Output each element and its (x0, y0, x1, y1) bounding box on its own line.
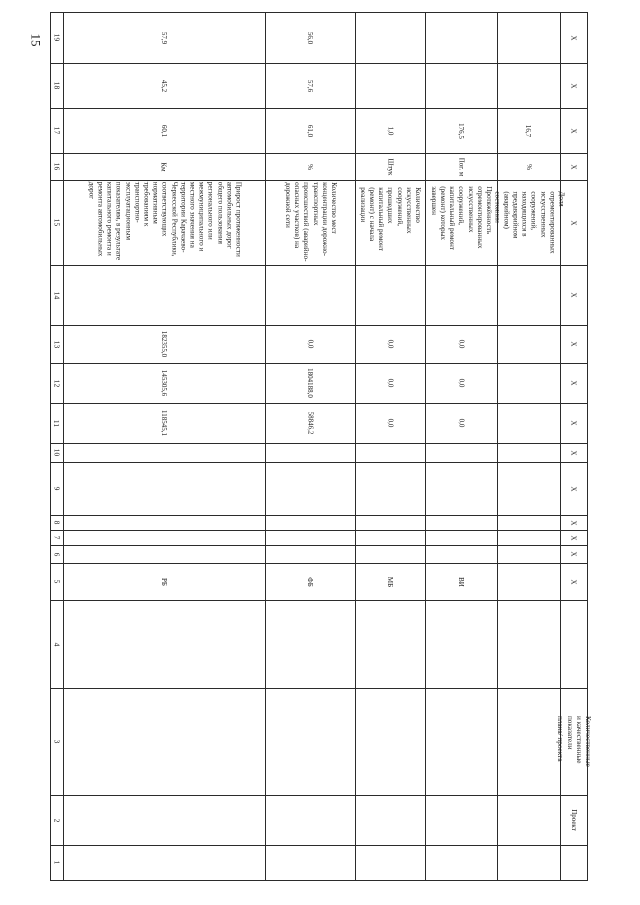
row4-col11 (425, 403, 497, 443)
column-number-6 (50, 545, 63, 563)
column-number-8 (50, 515, 63, 530)
column-number-13-text: 13 (52, 340, 61, 348)
column-number-13 (50, 325, 63, 363)
row4-col5 (425, 563, 497, 600)
row1-col13-text: 182355,0 (160, 330, 168, 358)
column-number-16 (50, 153, 63, 180)
column-divider-line (50, 845, 588, 846)
column-number-5-text: 5 (52, 579, 61, 584)
row2-col17 (265, 108, 355, 153)
column-number-16-text: 16 (52, 162, 61, 171)
row3-col17 (355, 108, 425, 153)
row1-col5 (63, 563, 265, 600)
column-divider-line (50, 265, 588, 266)
total-mark-col8-text: Х (569, 519, 578, 526)
total-mark-col11 (560, 403, 587, 443)
row2-col13-text: 0,0 (306, 339, 314, 349)
column-number-3-text: 3 (52, 739, 61, 744)
row2-col11-text: 58846,2 (306, 411, 314, 435)
row4-col11-text: 0,0 (457, 418, 465, 428)
row1-indicator-text: Прирост протяженности автомобильных дорог общего пользования регионального или межмуниципального и местного значения на территории Карачаево-Черкесской Республики, соответствующих нормативным требованиям к транспортно-эксплуатационным показателям, в результате капитального ремонта и ремонта автомобильных дорог (86, 182, 243, 261)
row1-col19-text: 57,9 (160, 31, 168, 44)
total-mark-col13-text: Х (569, 341, 578, 347)
row4-col5-text: ВИ (456, 576, 465, 587)
column-number-4 (50, 600, 63, 688)
total-mark-col5-text: Х (569, 578, 578, 585)
row2-col19-text: 56,0 (306, 31, 314, 44)
row3-col13-text: 0,0 (386, 339, 394, 349)
row2-col16-text: % (306, 163, 314, 170)
column-number-14-text: 14 (52, 291, 61, 299)
row1-col13 (63, 325, 265, 363)
total-mark-col19-text: Х (569, 34, 578, 41)
footer-indicators-label (556, 688, 592, 795)
row1-col5-text: РБ (159, 577, 168, 586)
row1-col11 (63, 403, 265, 443)
row2-col17-text: 61,0 (306, 124, 314, 137)
column-number-2-text: 2 (52, 818, 61, 822)
row1-col18 (63, 63, 265, 108)
row4-col13 (425, 325, 497, 363)
row3-indicator-text: Количество искусственных сооружений, прошедших капитальный ремонт (ремонт) с начала реализации (358, 187, 423, 252)
column-number-9-text: 9 (52, 486, 61, 491)
row1-indicator-cell (63, 180, 265, 265)
row2-col12-text: 1804188,0 (306, 368, 314, 398)
total-mark-col14-text: Х (569, 292, 578, 298)
row5-indicator-text: Доля отремонтированных искусственных сооружений, находящихся в предаварийном (аварийном) состоянии (492, 191, 566, 254)
row1-col17 (63, 108, 265, 153)
row2-col11 (265, 403, 355, 443)
row2-col18 (265, 63, 355, 108)
column-divider-line (50, 880, 588, 881)
total-mark-col10-text: Х (569, 449, 578, 456)
row3-col12 (355, 363, 425, 403)
row1-col16 (63, 153, 265, 180)
row2-indicator-text: Количество мест концентрации дорожно-транспортных происшествий (аварийно-опасных участков) на дорожной сети (283, 182, 338, 262)
row3-col5 (355, 563, 425, 600)
column-divider-line (50, 515, 588, 516)
total-mark-col15-text: Х (569, 219, 578, 226)
row3-col13 (355, 325, 425, 363)
column-number-10 (50, 443, 63, 462)
row1-col11-text: 118545,1 (160, 410, 168, 436)
column-number-3 (50, 688, 63, 795)
column-number-12-text: 12 (52, 379, 61, 387)
row4-col16-text: Пог. м (456, 157, 465, 176)
column-number-7 (50, 530, 63, 545)
column-number-9 (50, 462, 63, 515)
column-divider-line (50, 688, 588, 689)
row2-col16 (265, 153, 355, 180)
column-number-18 (50, 63, 63, 108)
row4-col12 (425, 363, 497, 403)
total-mark-col11-text: Х (569, 420, 578, 426)
total-mark-col9-text: Х (569, 485, 578, 492)
column-number-19-text: 19 (52, 33, 61, 42)
row5-indicator-cell (492, 180, 566, 265)
column-divider-line (50, 530, 588, 531)
row3-col17-text: 1,0 (386, 126, 394, 135)
row1-col17-text: 60,1 (160, 124, 168, 137)
row2-indicator-cell (265, 180, 355, 265)
footer-project-label-text: Проект (569, 809, 578, 831)
column-divider-line (50, 545, 588, 546)
row2-col12 (265, 363, 355, 403)
row1-col12-text: 145305,6 (160, 369, 168, 397)
row2-col13 (265, 325, 355, 363)
total-mark-col17-text: Х (569, 127, 578, 134)
total-mark-col7 (560, 530, 587, 545)
row4-col17 (425, 108, 497, 153)
row2-col5-text: ФБ (306, 576, 314, 587)
row3-col11 (355, 403, 425, 443)
total-mark-col17 (560, 108, 587, 153)
total-mark-col15 (560, 180, 587, 265)
total-mark-col12 (560, 363, 587, 403)
page-number (24, 28, 46, 52)
column-number-8-text: 8 (52, 520, 61, 525)
row4-col17-text: 176,5 (457, 122, 465, 139)
total-mark-col18-text: Х (569, 82, 578, 89)
row3-col16 (355, 153, 425, 180)
column-number-12 (50, 363, 63, 403)
column-number-1 (50, 845, 63, 880)
column-number-2 (50, 795, 63, 845)
row5-col16-text: % (524, 163, 533, 170)
column-number-11-text: 11 (51, 419, 61, 427)
column-number-15 (50, 180, 63, 265)
column-number-15-text: 15 (52, 218, 61, 227)
page-number-text: 15 (28, 33, 43, 47)
total-mark-col10 (560, 443, 587, 462)
column-number-18-text: 18 (52, 81, 61, 90)
column-number-7-text: 7 (52, 535, 61, 540)
total-mark-col5 (560, 563, 587, 600)
total-mark-col8 (560, 515, 587, 530)
column-number-17-text: 17 (52, 126, 61, 135)
row1-col12 (63, 363, 265, 403)
row4-col12-text: 0,0 (457, 378, 465, 388)
column-divider-line (50, 600, 588, 601)
column-number-19 (50, 12, 63, 63)
row2-col18-text: 57,6 (306, 79, 314, 92)
row4-col16 (425, 153, 497, 180)
row1-col18-text: 45,2 (160, 79, 168, 92)
row3-indicator-cell (355, 180, 425, 265)
column-number-11 (50, 403, 63, 443)
row3-col5-text: МБ (386, 576, 394, 587)
row5-col17-text: 16,7 (524, 124, 533, 137)
row4-indicator-cell (425, 180, 497, 265)
column-number-4-text: 4 (52, 642, 61, 646)
total-mark-col16 (560, 153, 587, 180)
total-mark-col12-text: Х (569, 380, 578, 386)
total-mark-col19 (560, 12, 587, 63)
total-mark-col6-text: Х (569, 551, 578, 557)
row3-col16-text: Штук (386, 158, 394, 175)
row2-col19 (265, 12, 355, 63)
total-mark-col6 (560, 545, 587, 563)
column-number-17 (50, 108, 63, 153)
row1-col19 (63, 12, 265, 63)
total-mark-col16-text: Х (569, 163, 578, 170)
total-mark-col14 (560, 265, 587, 325)
row3-col12-text: 0,0 (386, 378, 394, 388)
row2-col5 (265, 563, 355, 600)
column-divider-line (50, 443, 588, 444)
row4-col13-text: 0,0 (457, 339, 465, 349)
footer-project-label (560, 795, 587, 845)
column-number-10-text: 10 (52, 448, 61, 457)
row4-indicator-text: Протяжённость отремонтированных искусственных сооружений, капитальный ремонт (ремонт) которых завершен (429, 186, 494, 251)
column-number-5 (50, 563, 63, 600)
row5-col17 (497, 108, 560, 153)
row3-col11-text: 0,0 (386, 418, 394, 428)
footer-indicators-label-text: Количественные и качественные показатели плана/ проекта (556, 716, 592, 767)
total-mark-col18 (560, 63, 587, 108)
row1-col16-text: Км (159, 161, 168, 172)
column-number-14 (50, 265, 63, 325)
column-number-1-text: 1 (52, 860, 61, 865)
total-mark-col9 (560, 462, 587, 515)
total-mark-col13 (560, 325, 587, 363)
column-divider-line (50, 795, 588, 796)
column-divider-line (50, 462, 588, 463)
column-number-6-text: 6 (52, 552, 61, 556)
total-mark-col7-text: Х (569, 534, 578, 541)
row5-col16 (497, 153, 560, 180)
